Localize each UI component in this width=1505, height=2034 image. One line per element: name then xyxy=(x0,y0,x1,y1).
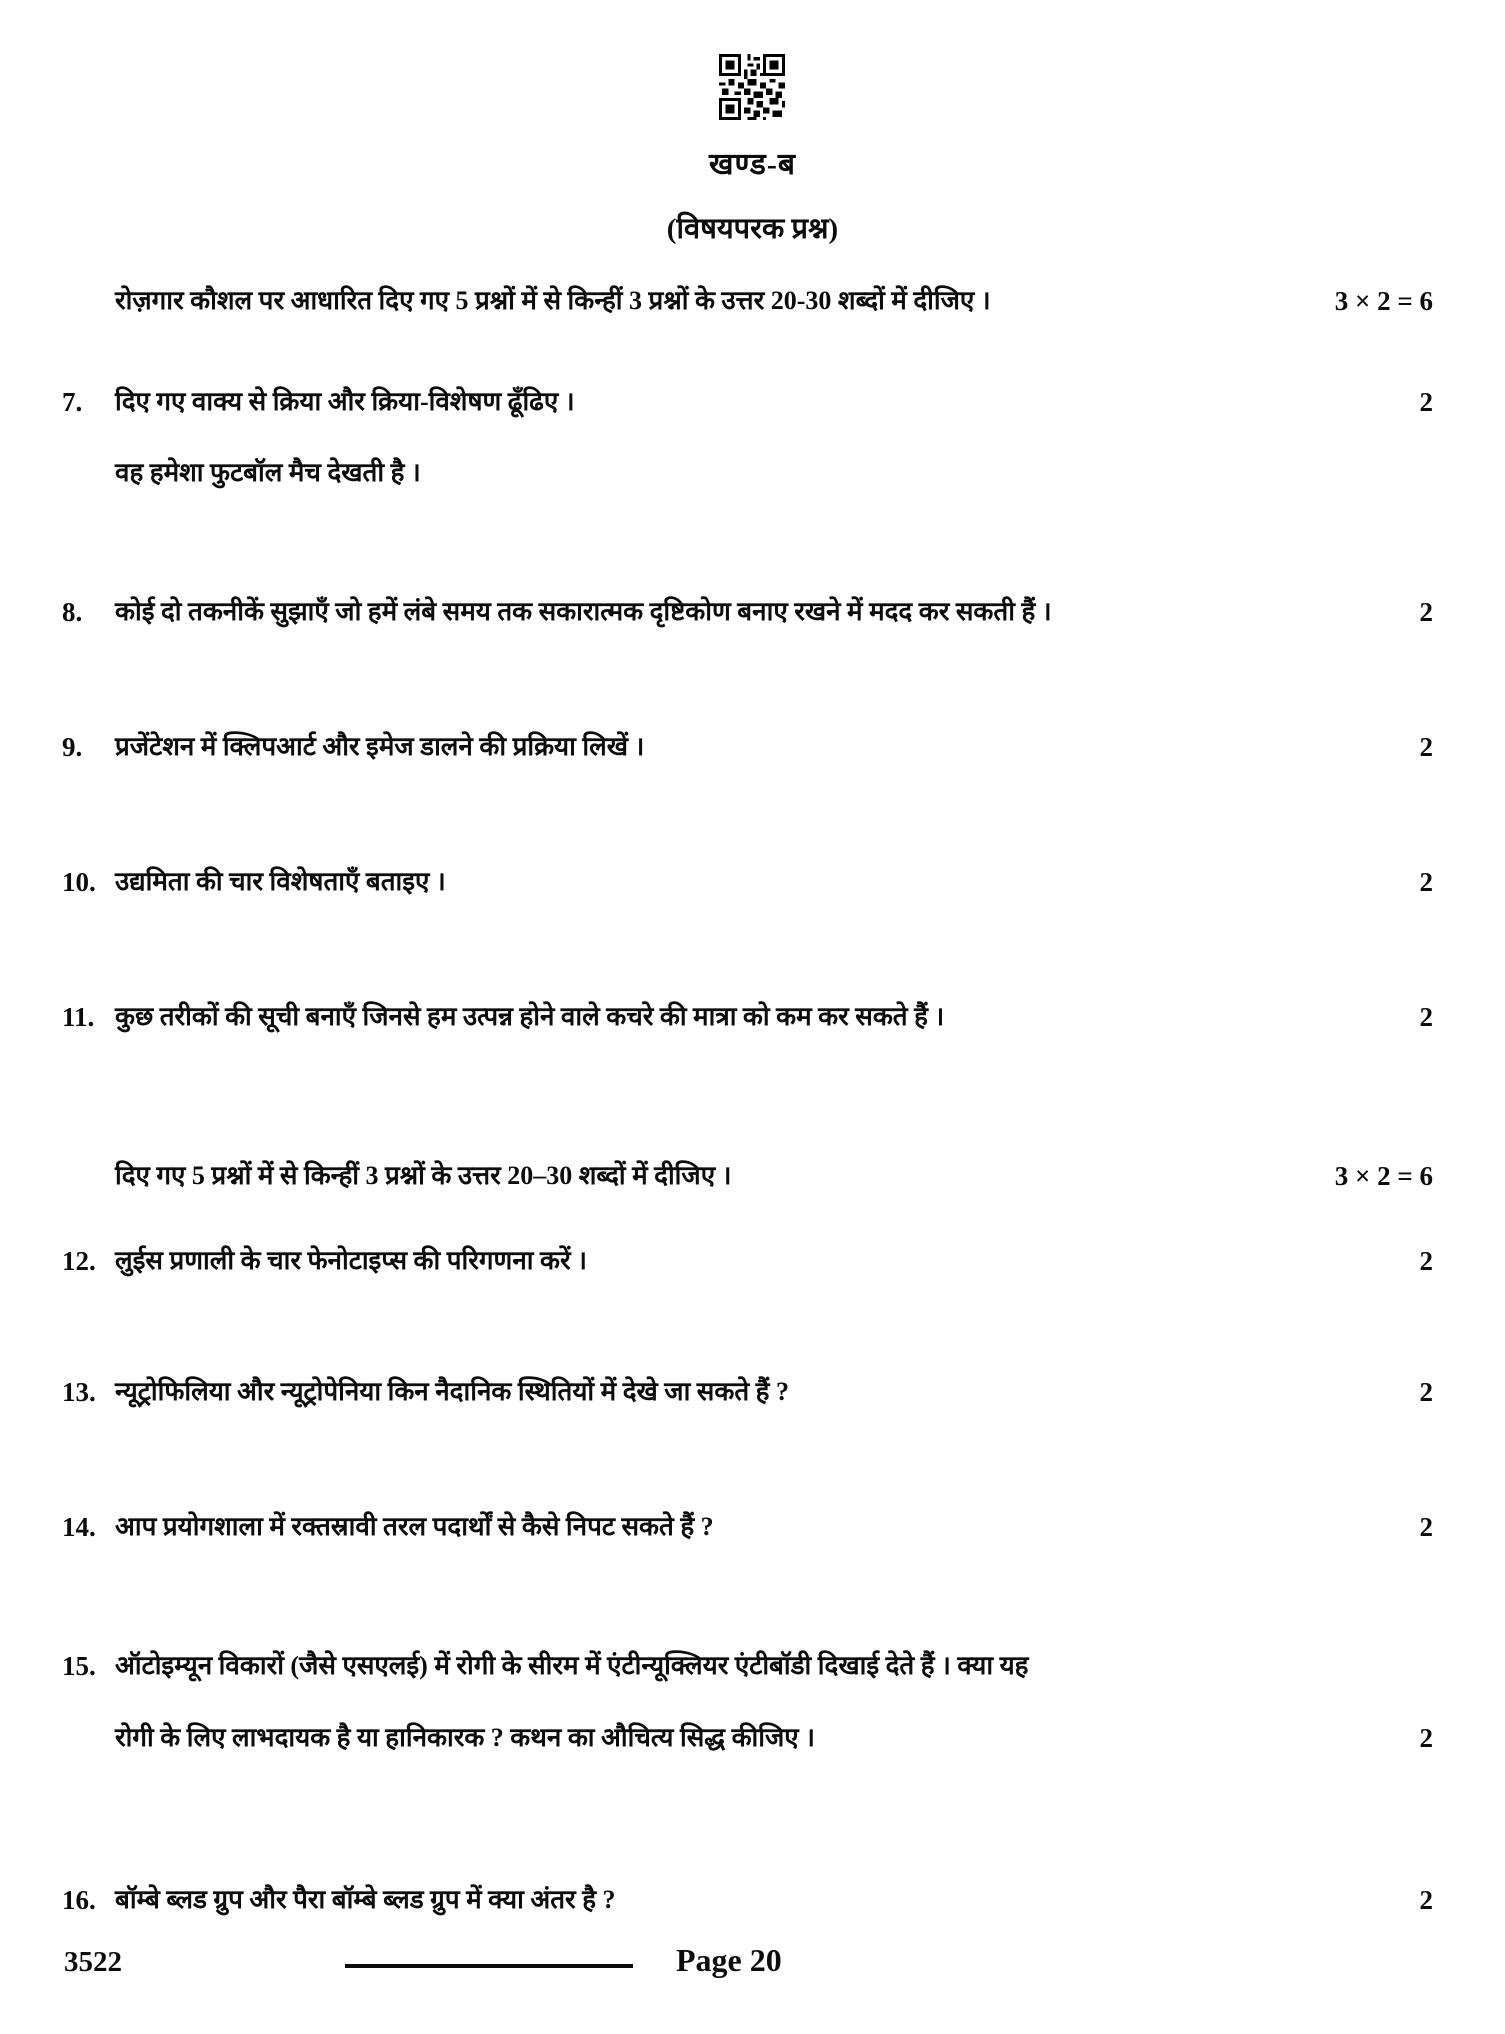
question-number: 8. xyxy=(62,597,83,627)
paper-code: 3522 xyxy=(64,1946,122,1978)
question-text: कोई दो तकनीकें सुझाएँ जो हमें लंबे समय तक सकारात्मक दृष्टिकोण बनाए रखने में मदद कर सकती हैं । xyxy=(115,597,1052,626)
question-text: कुछ तरीकों की सूची बनाएँ जिनसे हम उत्पन्न होने वाले कचरे की मात्रा को कम कर सकते हैं । xyxy=(115,1002,945,1031)
instruction-2 xyxy=(62,1158,1433,1194)
question-marks: 2 xyxy=(1419,387,1433,417)
section-title: खण्ड-ब xyxy=(709,148,796,181)
question-text: दिए गए वाक्य से क्रिया और क्रिया-विशेषण ढूँढिए । xyxy=(115,387,575,416)
question-text: बॉम्बे ब्लड ग्रुप और पैरा बॉम्बे ब्लड ग्रुप में क्या अंतर है ? xyxy=(115,1885,616,1914)
question-7 xyxy=(62,384,1433,420)
question-11 xyxy=(62,999,1433,1035)
question-15 xyxy=(62,1648,1433,1684)
question-text: न्यूट्रोफिलिया और न्यूट्रोपेनिया किन नैदानिक स्थितियों में देखे जा सकते हैं ? xyxy=(115,1377,789,1406)
question-13 xyxy=(62,1374,1433,1410)
instruction-1 xyxy=(62,283,1433,319)
question-text: लुईस प्रणाली के चार फेनोटाइप्स की परिगणना करें । xyxy=(115,1246,587,1275)
footer-divider xyxy=(345,1964,633,1968)
question-number: 11. xyxy=(62,1002,95,1032)
question-number: 10. xyxy=(62,867,96,897)
question-text: प्रजेंटेशन में क्लिपआर्ट और इमेज डालने की प्रक्रिया लिखें । xyxy=(115,732,645,761)
question-9 xyxy=(62,729,1433,765)
question-12 xyxy=(62,1243,1433,1279)
question-text: रोगी के लिए लाभदायक है या हानिकारक ? कथन का औचित्य सिद्ध कीजिए । xyxy=(115,1723,816,1752)
instruction-marks: 3 × 2 = 6 xyxy=(1334,1161,1433,1191)
instruction-text: दिए गए 5 प्रश्नों में से किन्हीं 3 प्रश्नों के उत्तर 20–30 शब्दों में दीजिए । xyxy=(115,1161,732,1190)
question-7-sentence xyxy=(62,455,1433,490)
page-number: Page 20 xyxy=(676,1942,782,1978)
section-subtitle: (विषयपरक प्रश्न) xyxy=(666,213,839,245)
question-text: ऑटोइम्यून विकारों (जैसे एसएलई) में रोगी के सीरम में एंटीन्यूक्लियर एंटीबॉडी दिखाई देते हैं । क्या यह xyxy=(115,1651,1029,1680)
question-marks: 2 xyxy=(1419,597,1433,627)
question-marks: 2 xyxy=(1419,1246,1433,1276)
instruction-text: रोज़गार कौशल पर आधारित दिए गए 5 प्रश्नों में से किन्हीं 3 प्रश्नों के उत्तर 20-30 शब्दों में दीजिए । xyxy=(115,286,991,315)
question-number: 16. xyxy=(62,1885,96,1915)
qr-code-icon xyxy=(719,54,785,120)
question-marks: 2 xyxy=(1419,1002,1433,1032)
question-number: 14. xyxy=(62,1512,96,1542)
question-marks: 2 xyxy=(1419,1377,1433,1407)
question-text: वह हमेशा फुटबॉल मैच देखती है । xyxy=(115,458,421,487)
question-16 xyxy=(62,1882,1433,1918)
question-8 xyxy=(62,594,1433,630)
question-number: 15. xyxy=(62,1651,96,1681)
question-number: 12. xyxy=(62,1246,96,1276)
question-number: 7. xyxy=(62,387,83,417)
question-number: 9. xyxy=(62,732,83,762)
question-marks: 2 xyxy=(1419,1885,1433,1915)
question-marks: 2 xyxy=(1419,1723,1433,1753)
instruction-marks: 3 × 2 = 6 xyxy=(1334,286,1433,316)
question-marks: 2 xyxy=(1419,1512,1433,1542)
question-10 xyxy=(62,864,1433,900)
question-text: आप प्रयोगशाला में रक्तस्रावी तरल पदार्थों से कैसे निपट सकते हैं ? xyxy=(115,1512,714,1541)
question-15-line-2 xyxy=(62,1720,1433,1756)
question-text: उद्यमिता की चार विशेषताएँ बताइए । xyxy=(115,867,446,896)
question-number: 13. xyxy=(62,1377,96,1407)
question-14 xyxy=(62,1509,1433,1545)
question-marks: 2 xyxy=(1419,867,1433,897)
question-marks: 2 xyxy=(1419,732,1433,762)
